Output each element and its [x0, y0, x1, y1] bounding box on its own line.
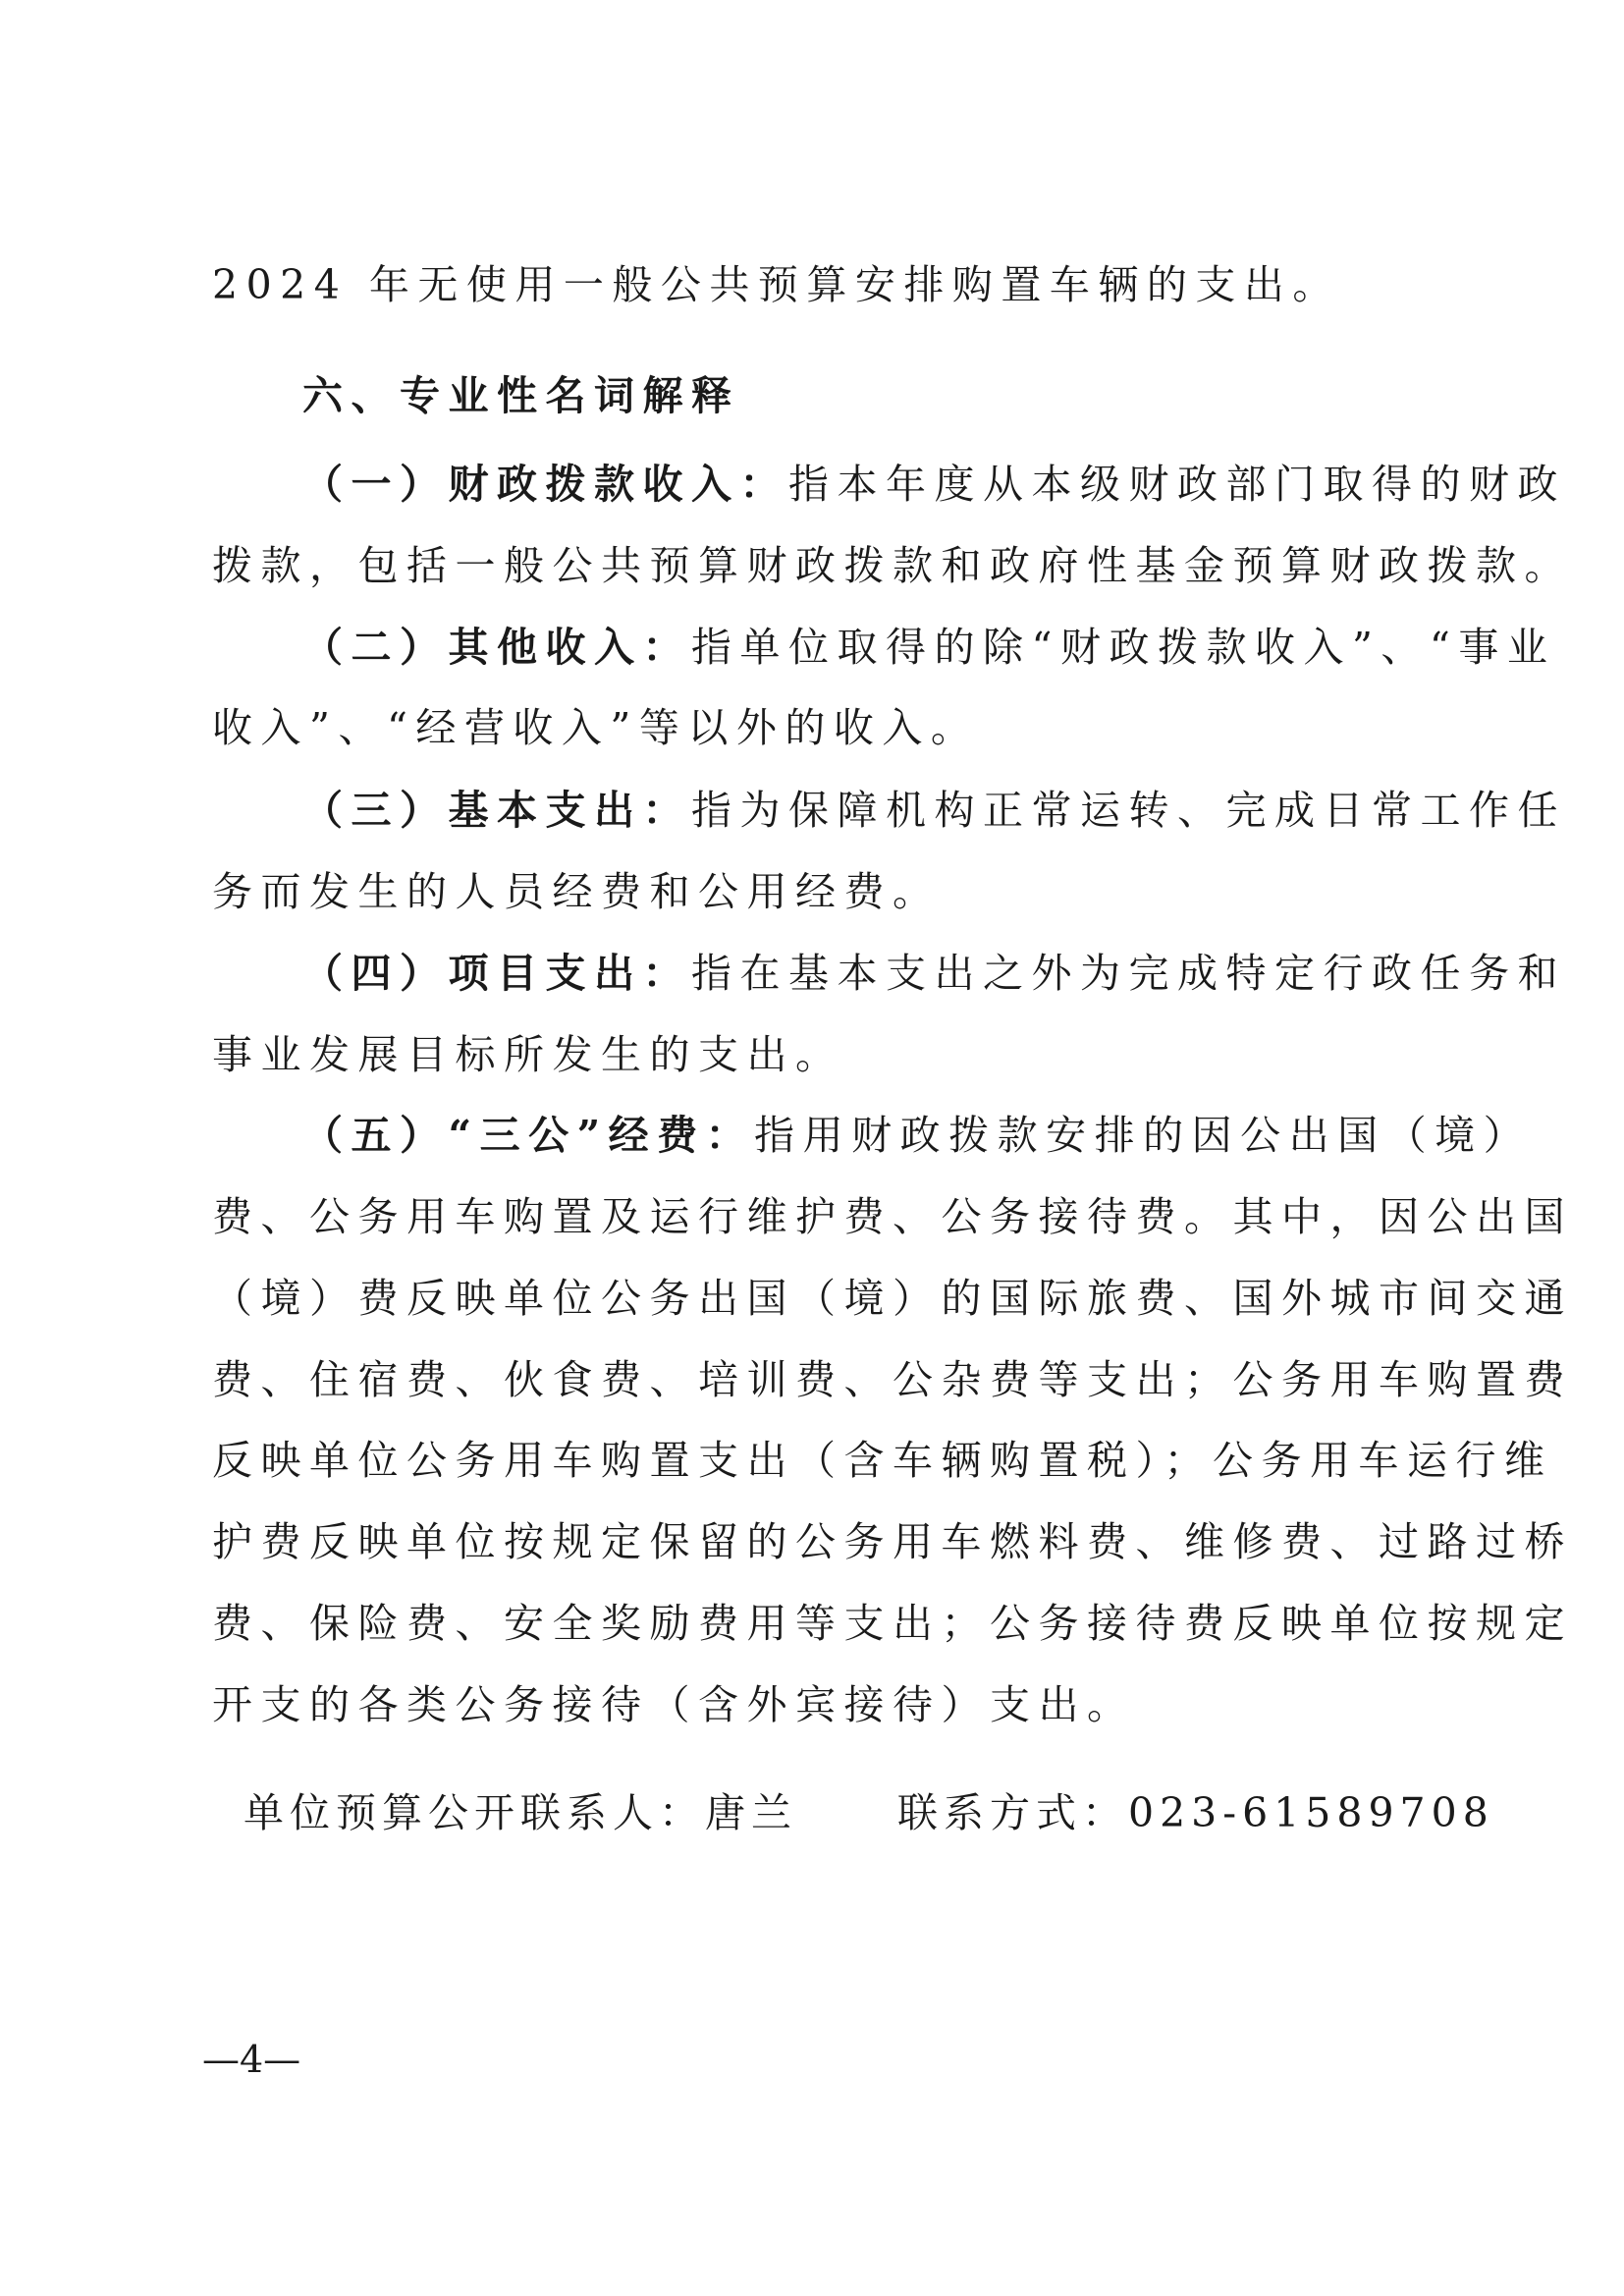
term-4-line: [302, 946, 1566, 1001]
contact-person: 单位预算公开联系人：唐兰: [244, 1789, 797, 1836]
term-2-line: [302, 620, 1555, 675]
term-5-definition: 指用财政拨款安排的因公出国（境）: [754, 1112, 1533, 1159]
term-4-continuation: 事业发展目标所发生的支出。: [212, 1031, 844, 1078]
term-5-continuation-5: 护费反映单位按规定保留的公务用车燃料费、维修费、过路过桥: [212, 1518, 1573, 1565]
term-3-continuation: 务而发生的人员经费和公用经费。: [212, 868, 942, 915]
body-line-vehicle-expense: 2024 年无使用一般公共预算安排购置车辆的支出。: [212, 261, 1341, 308]
term-2-title: （二）其他收入：: [302, 624, 691, 671]
term-5-continuation-1: 费、公务用车购置及运行维护费、公务接待费。其中，因公出国: [212, 1193, 1573, 1240]
term-5-continuation-2: （境）费反映单位公务出国（境）的国际旅费、国外城市间交通: [212, 1275, 1573, 1322]
term-1-continuation: 拨款，包括一般公共预算财政拨款和政府性基金预算财政拨款。: [212, 542, 1573, 589]
page-number: —4—: [202, 2038, 301, 2081]
term-2-continuation: 收入”、“经营收入”等以外的收入。: [212, 704, 980, 751]
section-heading: 六、专业性名词解释: [302, 372, 740, 419]
term-3-title: （三）基本支出：: [302, 787, 691, 834]
term-5-continuation-7: 开支的各类公务接待（含外宾接待）支出。: [212, 1681, 1136, 1728]
term-4-title: （四）项目支出：: [302, 950, 691, 997]
contact-method: 联系方式：023-61589708: [897, 1789, 1494, 1836]
term-5-title: （五）“三公”经费：: [302, 1112, 755, 1159]
term-1-title: （一）财政拨款收入：: [302, 461, 788, 508]
term-3-line: [302, 783, 1566, 838]
term-5-continuation-4: 反映单位公务用车购置支出（含车辆购置税）；公务用车运行维: [212, 1437, 1553, 1484]
term-2-definition: 指单位取得的除“财政拨款收入”、“事业: [691, 624, 1556, 671]
term-5-continuation-3: 费、住宿费、伙食费、培训费、公杂费等支出；公务用车购置费: [212, 1356, 1573, 1403]
term-1-line: [302, 457, 1566, 512]
term-1-definition: 指本年度从本级财政部门取得的财政: [788, 461, 1566, 508]
term-3-definition: 指为保障机构正常运转、完成日常工作任: [691, 787, 1566, 834]
term-5-line: [302, 1108, 1532, 1163]
term-4-definition: 指在基本支出之外为完成特定行政任务和: [691, 950, 1566, 997]
term-5-continuation-6: 费、保险费、安全奖励费用等支出；公务接待费反映单位按规定: [212, 1600, 1573, 1647]
